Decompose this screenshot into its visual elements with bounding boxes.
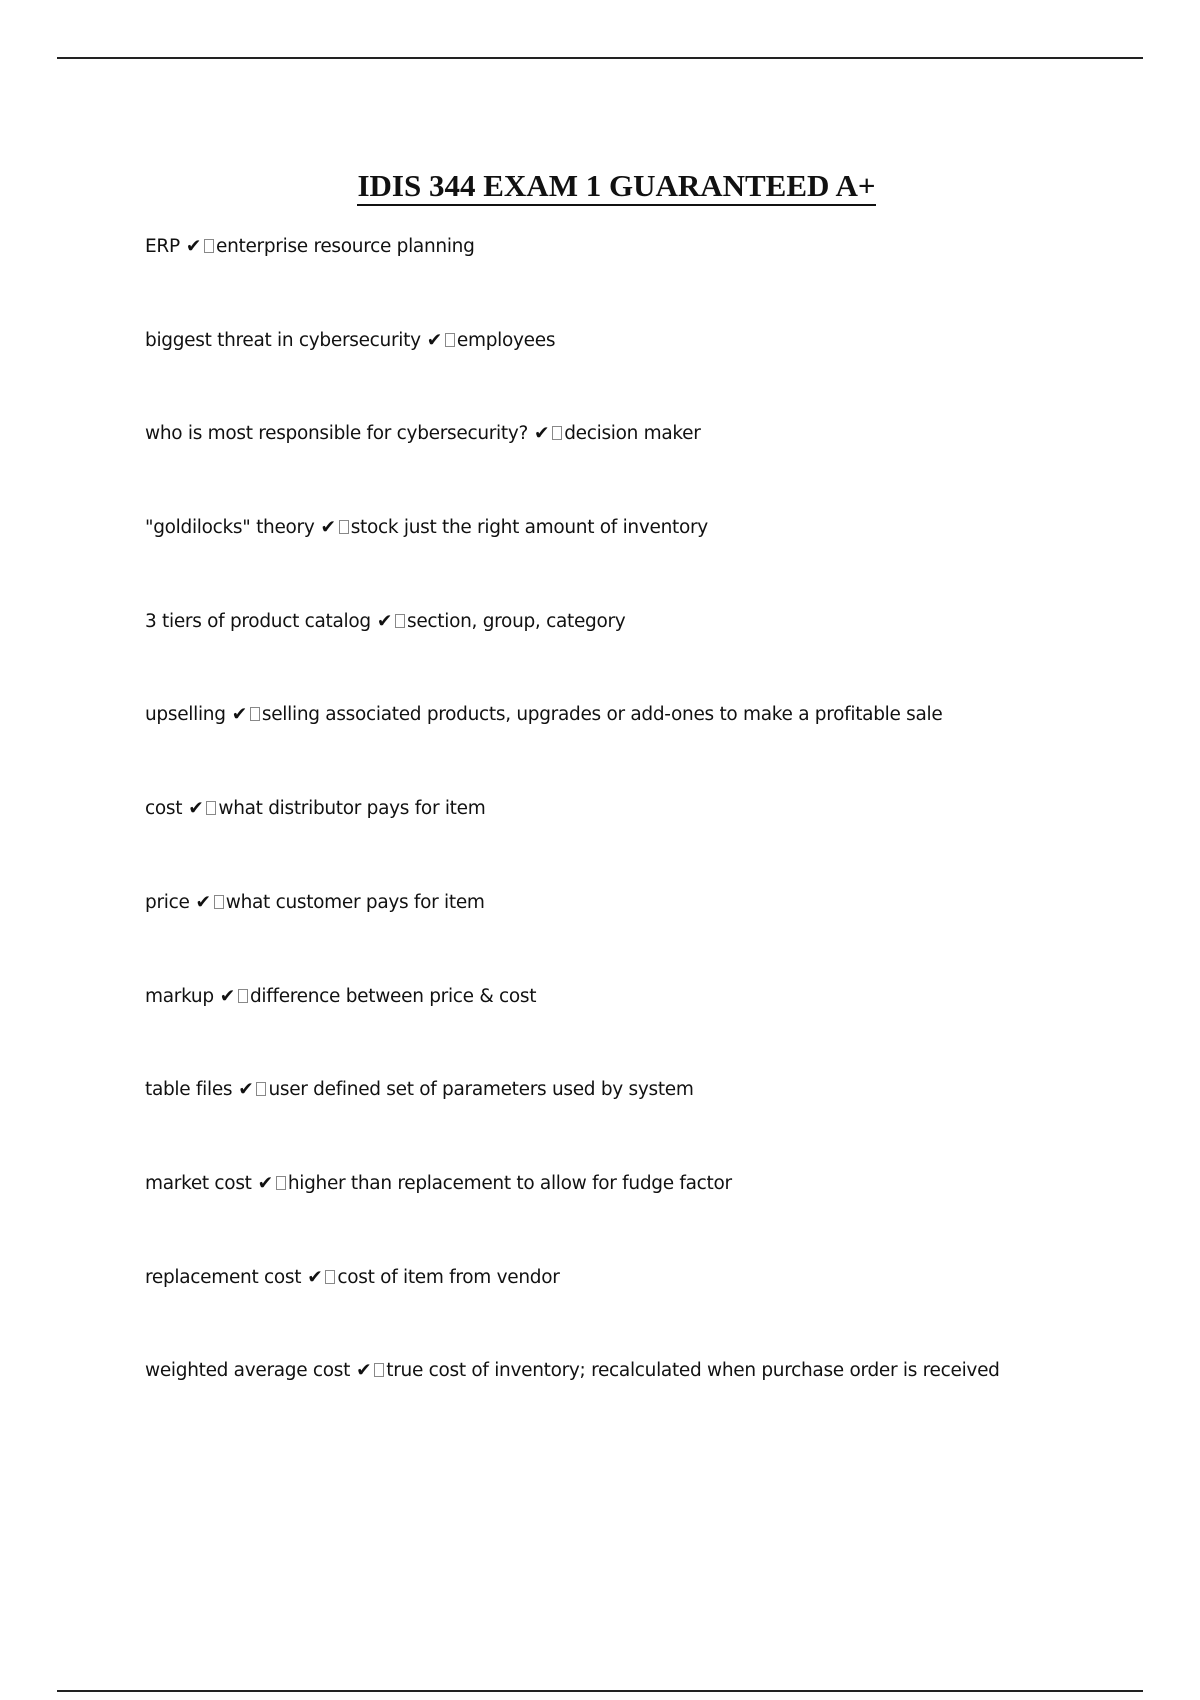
qa-item (145, 607, 1145, 701)
qa-item (145, 1263, 1145, 1357)
box-icon (395, 614, 405, 628)
document-title-text: IDIS 344 EXAM 1 GUARANTEED A+ (357, 168, 875, 206)
check-icon: ✔ (257, 1172, 273, 1194)
check-icon: ✔ (426, 329, 442, 351)
box-icon (256, 1082, 266, 1096)
qa-item (145, 232, 1145, 326)
check-icon: ✔ (534, 423, 550, 445)
box-icon (445, 333, 455, 347)
definition: employees (456, 329, 556, 351)
qa-item (145, 888, 1145, 982)
box-icon (204, 239, 214, 253)
box-icon (339, 520, 349, 534)
box-icon (206, 801, 216, 815)
box-icon (374, 1363, 384, 1377)
definition: user defined set of parameters used by system (268, 1079, 694, 1101)
definition: cost of item from vendor (337, 1266, 560, 1288)
qa-item (145, 513, 1145, 607)
definition: stock just the right amount of inventory (350, 517, 708, 539)
definition: selling associated products, upgrades or add-ones to make a profitable sale (261, 704, 943, 726)
term: markup (145, 985, 214, 1007)
check-icon: ✔ (238, 1079, 254, 1101)
qa-list (145, 232, 1145, 1450)
top-rule (57, 57, 1143, 59)
box-icon (552, 426, 562, 440)
term: table files (145, 1079, 233, 1101)
check-icon: ✔ (320, 517, 336, 539)
qa-item (145, 1075, 1145, 1169)
qa-item (145, 1169, 1145, 1263)
check-icon: ✔ (195, 891, 211, 913)
definition: decision maker (564, 423, 701, 445)
term: 3 tiers of product catalog (145, 610, 371, 632)
definition: section, group, category (407, 610, 626, 632)
definition: what distributor pays for item (218, 798, 486, 820)
qa-item (145, 700, 1145, 794)
check-icon: ✔ (185, 236, 202, 257)
bottom-rule (57, 1690, 1143, 1692)
check-icon: ✔ (219, 985, 235, 1007)
term: weighted average cost (145, 1360, 351, 1382)
box-icon (238, 989, 248, 1003)
box-icon (276, 1176, 286, 1190)
term: cost (145, 798, 183, 820)
term: ERP (145, 236, 180, 257)
qa-item (145, 794, 1145, 888)
term: replacement cost (145, 1266, 302, 1288)
check-icon: ✔ (307, 1266, 323, 1288)
check-icon: ✔ (376, 610, 393, 632)
term: "goldilocks" theory (145, 517, 315, 539)
definition: enterprise resource planning (216, 236, 475, 257)
term: price (145, 891, 190, 913)
check-icon: ✔ (231, 704, 247, 726)
definition: higher than replacement to allow for fudge factor (287, 1172, 732, 1194)
document-title (0, 166, 1200, 206)
definition: true cost of inventory; recalculated when purchase order is received (386, 1360, 1000, 1382)
term: biggest threat in cybersecurity (145, 329, 421, 351)
term: who is most responsible for cybersecurity? (145, 423, 529, 445)
definition: difference between price & cost (249, 985, 537, 1007)
qa-item (145, 1356, 1145, 1450)
box-icon (214, 895, 224, 909)
term: upselling (145, 704, 226, 726)
box-icon (325, 1270, 335, 1284)
definition: what customer pays for item (225, 891, 485, 913)
check-icon: ✔ (188, 798, 204, 820)
check-icon: ✔ (356, 1360, 372, 1382)
box-icon (250, 707, 260, 721)
term: market cost (145, 1172, 252, 1194)
qa-item (145, 419, 1145, 513)
qa-item (145, 982, 1145, 1076)
qa-item (145, 326, 1145, 420)
